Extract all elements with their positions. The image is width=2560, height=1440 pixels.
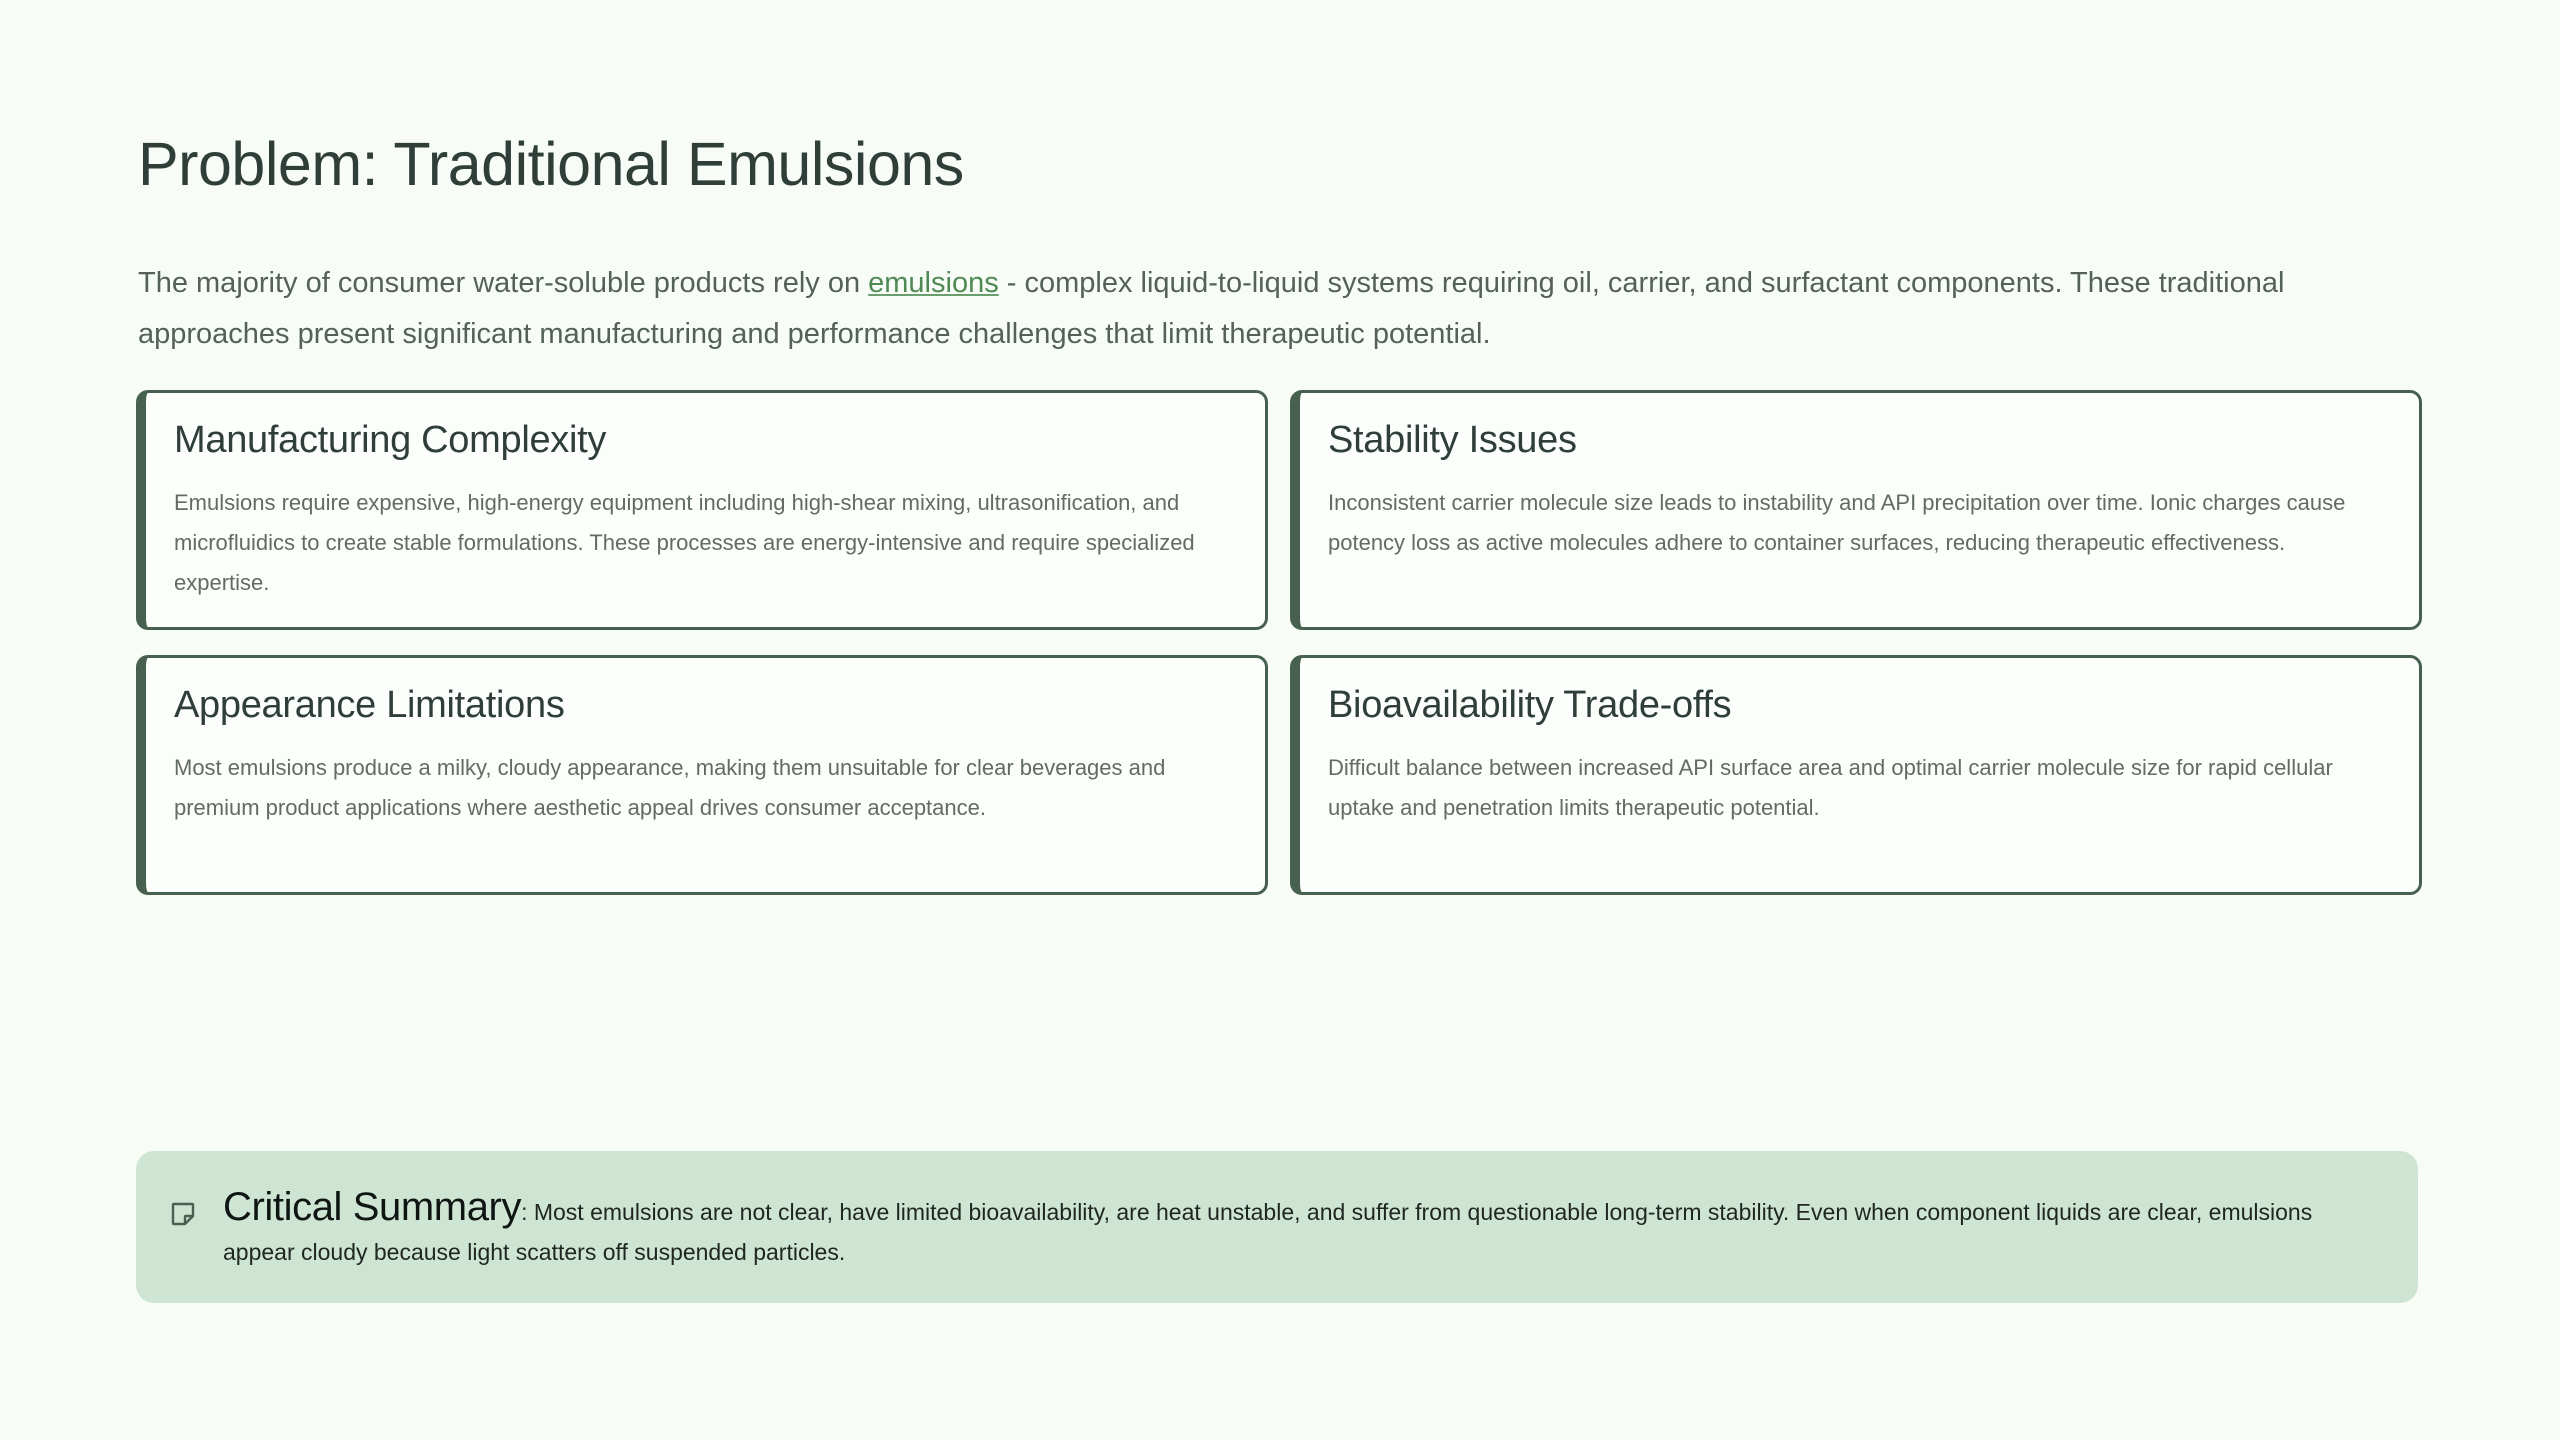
emulsions-link[interactable]: emulsions: [868, 267, 999, 299]
card-heading: Appearance Limitations: [174, 684, 565, 726]
card-heading: Manufacturing Complexity: [174, 419, 607, 461]
summary-text: [223, 1187, 2358, 1272]
page-title: Problem: Traditional Emulsions: [138, 130, 964, 198]
intro-paragraph: [138, 258, 2428, 360]
card-heading: Stability Issues: [1328, 419, 1577, 461]
card-stability-issues: [1290, 390, 2422, 630]
summary-body: : Most emulsions are not clear, have limited bioavailability, are heat unstable, and suffer from questionable long-term stability. Even when component liquids are clear, emulsions appear cloudy because light scatters off suspended particles.: [223, 1199, 2313, 1265]
card-heading: Bioavailability Trade-offs: [1328, 684, 1732, 726]
card-body: Emulsions require expensive, high-energy equipment including high-shear mixing, ultrasonification, and microfluidics to create stable formulations. These processes are energy-intensive and require specialized expertise.: [174, 490, 1195, 595]
critical-summary-box: [136, 1151, 2418, 1303]
card-appearance-limitations: [136, 655, 1268, 895]
intro-text-before-link: The majority of consumer water-soluble products rely on: [138, 267, 869, 299]
note-icon: [170, 1201, 196, 1227]
card-body: Difficult balance between increased API surface area and optimal carrier molecule size for rapid cellular uptake and penetration limits therapeutic potential.: [1328, 755, 2333, 820]
summary-label: Critical Summary: [223, 1185, 522, 1229]
card-manufacturing-complexity: [136, 390, 1268, 630]
card-body: Inconsistent carrier molecule size leads to instability and API precipitation over time. Ionic charges cause potency loss as active molecules adhere to container surfaces, reducing therapeutic effectiveness.: [1328, 490, 2346, 555]
card-bioavailability-trade-offs: [1290, 655, 2422, 895]
card-body: Most emulsions produce a milky, cloudy appearance, making them unsuitable for clear beverages and premium product applications where aesthetic appeal drives consumer acceptance.: [174, 755, 1166, 820]
intro-text-after-link: - complex liquid-to-liquid systems requiring oil, carrier, and surfactant components. These traditional approaches present significant manufacturing and performance challenges that limit therapeutic potential.: [138, 267, 2285, 350]
